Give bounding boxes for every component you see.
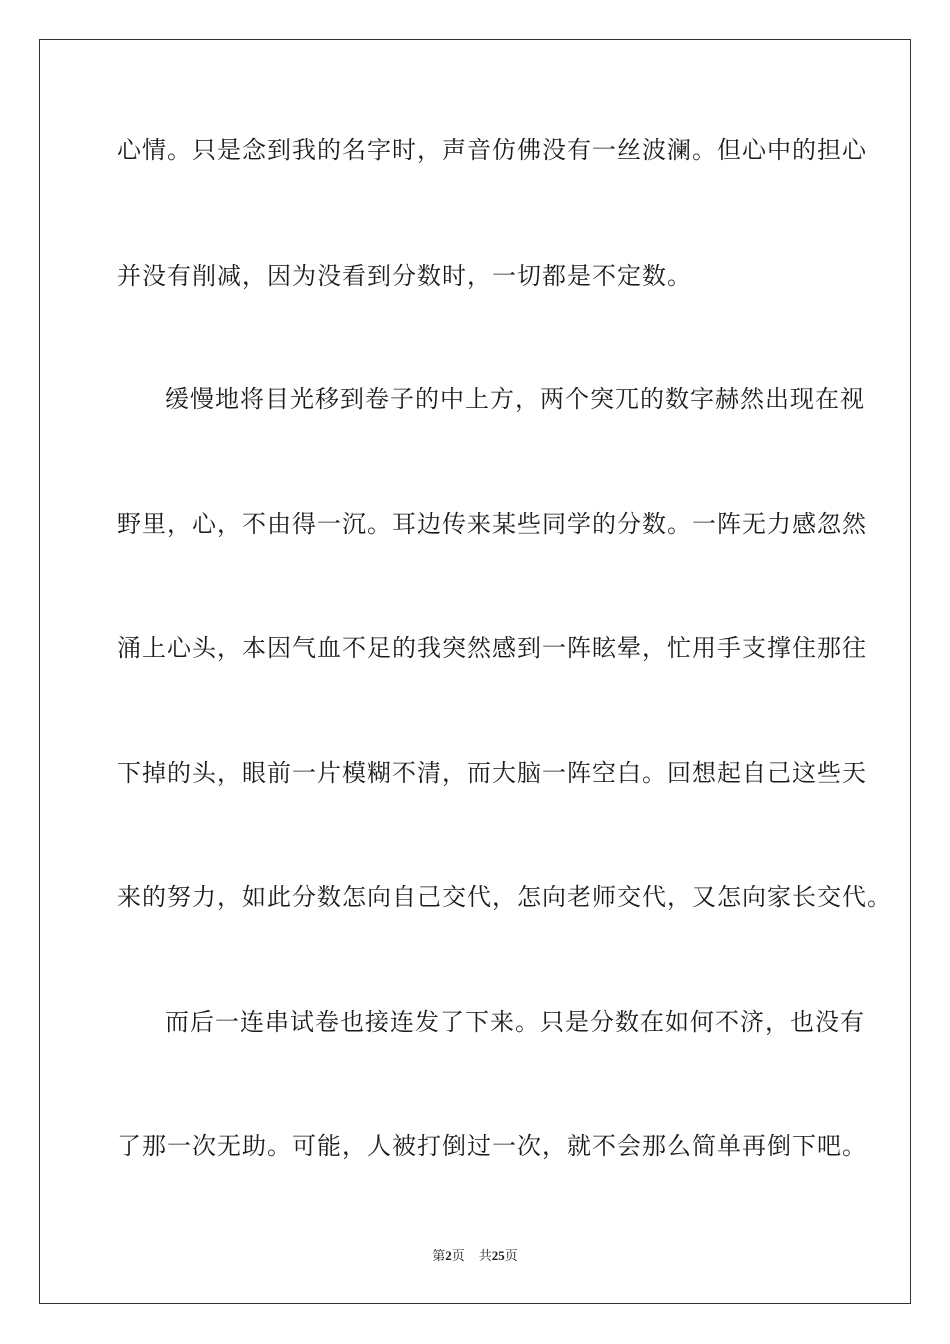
body-text-line: 下掉的头，眼前一片模糊不清，而大脑一阵空白。回想起自己这些天 — [117, 759, 867, 787]
page-number: 2 — [445, 1248, 452, 1263]
body-text-line: 并没有削减，因为没看到分数时，一切都是不定数。 — [117, 262, 692, 290]
body-text-line: 涌上心头，本因气血不足的我突然感到一阵眩晕，忙用手支撑住那往 — [117, 634, 867, 662]
paragraph-first-line: 缓慢地将目光移到卷子的中上方，两个突兀的数字赫然出现在视 — [165, 385, 865, 413]
page-prefix: 第 — [432, 1249, 446, 1264]
total-prefix: 共 — [478, 1249, 492, 1264]
total-pages: 25 — [491, 1248, 505, 1263]
page-footer — [0, 1247, 950, 1266]
page-suffix: 页 — [451, 1249, 465, 1264]
paragraph-first-line: 而后一连串试卷也接连发了下来。只是分数在如何不济，也没有 — [165, 1008, 865, 1036]
total-suffix: 页 — [504, 1249, 518, 1264]
body-text-line: 心情。只是念到我的名字时，声音仿佛没有一丝波澜。但心中的担心 — [117, 136, 867, 164]
body-text-line: 了那一次无助。可能，人被打倒过一次，就不会那么简单再倒下吧。 — [117, 1132, 867, 1160]
page-border — [39, 39, 911, 1304]
body-text-line: 来的努力，如此分数怎向自己交代，怎向老师交代，又怎向家长交代。 — [117, 883, 892, 911]
body-text-line: 野里，心，不由得一沉。耳边传来某些同学的分数。一阵无力感忽然 — [117, 510, 867, 538]
